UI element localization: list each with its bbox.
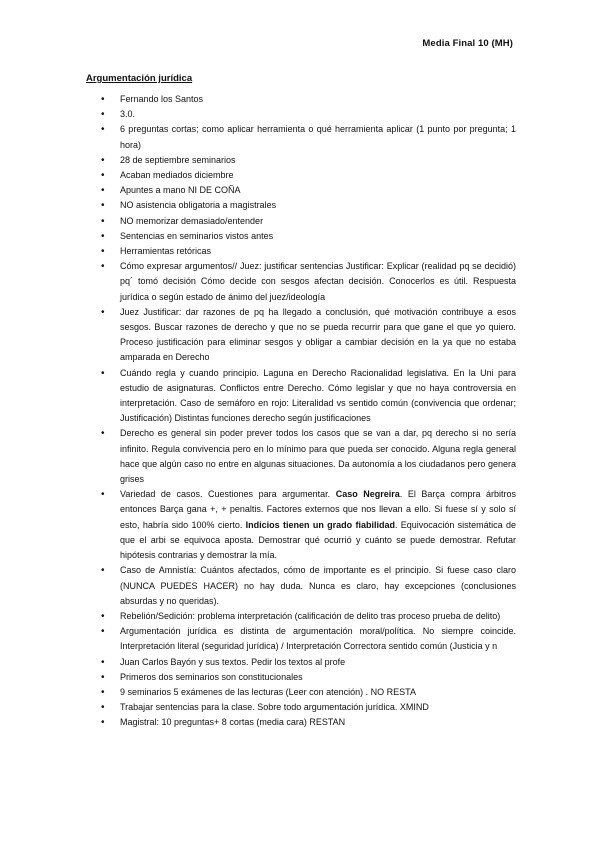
- list-item: • Apuntes a mano NI DE COÑA: [86, 183, 516, 198]
- list-item: • 3.0.: [86, 107, 516, 122]
- list-item: • NO memorizar demasiado/entender: [86, 214, 516, 229]
- list-item: • Trabajar sentencias para la clase. Sobre todo argumentación jurídica. XMIND: [86, 700, 516, 715]
- item-text: Variedad de casos. Cuestiones para argumentar.: [120, 489, 336, 500]
- list-item: • Juan Carlos Bayón y sus textos. Pedir los textos al profe: [86, 655, 516, 670]
- list-item: • Cómo expresar argumentos// Juez: justificar sentencias Justificar: Explicar (realidad pq se decidió) pq´ tomó decisión Cómo decide con sesgos afectan decisión. Conocerlos es útil. Respuesta jurídica o según estado de ánimo del juez/ideología: [86, 259, 516, 305]
- list-item: • Primeros dos seminarios son constitucionales: [86, 670, 516, 685]
- bold-text-indicios: Indicios tienen un grado fiabilidad: [245, 519, 395, 530]
- list-item: • Sentencias en seminarios vistos antes: [86, 229, 516, 244]
- list-item: • Juez Justificar: dar razones de pq ha llegado a conclusión, qué motivación contribuye a esos sesgos. Buscar razones de derecho y que no se pueda recurrir para que gane el que yo quiero. Proceso justificación para eliminar sesgos y obligar a cambiar decisión en la ya que no estaba amparada en Derecho: [86, 305, 516, 366]
- item-text: . Equivocación sistemática de que el arbi se equivoca aposta. Demostrar qué ocurrió y cuánto se puede demostrar. Refutar hipótesis contrarias y demostrar la mía.: [120, 519, 516, 561]
- list-item: • Magistral: 10 preguntas+ 8 cortas (media cara) RESTAN: [86, 715, 516, 730]
- list-item: • Rebelión/Sedición: problema interpretación (calificación de delito tras proceso prueba de delito): [86, 609, 516, 624]
- notes-list: [86, 92, 516, 731]
- list-item: • 9 seminarios 5 exámenes de las lecturas (Leer con atención) . NO RESTA: [86, 685, 516, 700]
- list-item: • 28 de septiembre seminarios: [86, 153, 516, 168]
- list-item: [86, 487, 516, 563]
- item-text: . El Barça compra árbitros entonces Barça gana +, + penaltis. Factores externos que nos llevan a ello. Si fuese sí y solo sí esto, habría sido 100% cierto.: [120, 489, 517, 530]
- bold-text-caso-negreira: Caso Negreira: [335, 489, 400, 500]
- list-item: • Fernando los Santos: [86, 92, 516, 107]
- list-item: • NO asistencia obligatoria a magistrales: [86, 198, 516, 213]
- page-header: Media Final 10 (MH): [422, 38, 513, 49]
- list-item: • Acaban mediados diciembre: [86, 168, 516, 183]
- section-title: Argumentación jurídica: [86, 73, 193, 84]
- list-item: • Caso de Amnistía: Cuántos afectados, cómo de importante es el principio. Si fuese caso claro (NUNCA PUEDES HACER) no hay duda. Nunca es claro, hay excepciones (conclusiones absurdas y no queridas).: [86, 563, 516, 609]
- list-item: • Cuándo regla y cuando principio. Laguna en Derecho Racionalidad legislativa. En la Uni para estudio de asignaturas. Conflictos entre Derecho. Cómo legislar y que no haya controversia en interpretación. Caso de semáforo en rojo: Literalidad vs sentido común (convivencia que ordenar; Justificación) Distintas funciones derecho según justificaciones: [86, 366, 516, 427]
- list-item: • Argumentación jurídica es distinta de argumentación moral/política. No siempre coincide. Interpretación literal (seguridad jurídica) / Interpretación Correctora sentido común (Justicia y n: [86, 624, 516, 654]
- list-item: • Derecho es general sin poder prever todos los casos que se van a dar, pq derecho si no sería infinito. Regula convivencia pero en lo mínimo para que pueda ser conocido. Alguna regla general hace que algún caso no entre en algunas situaciones. Da autonomía a los ciudadanos pero genera grises: [86, 426, 516, 487]
- list-item: • Herramientas retóricas: [86, 244, 516, 259]
- list-item: • 6 preguntas cortas; como aplicar herramienta o qué herramienta aplicar (1 punto por pregunta; 1 hora): [86, 122, 516, 152]
